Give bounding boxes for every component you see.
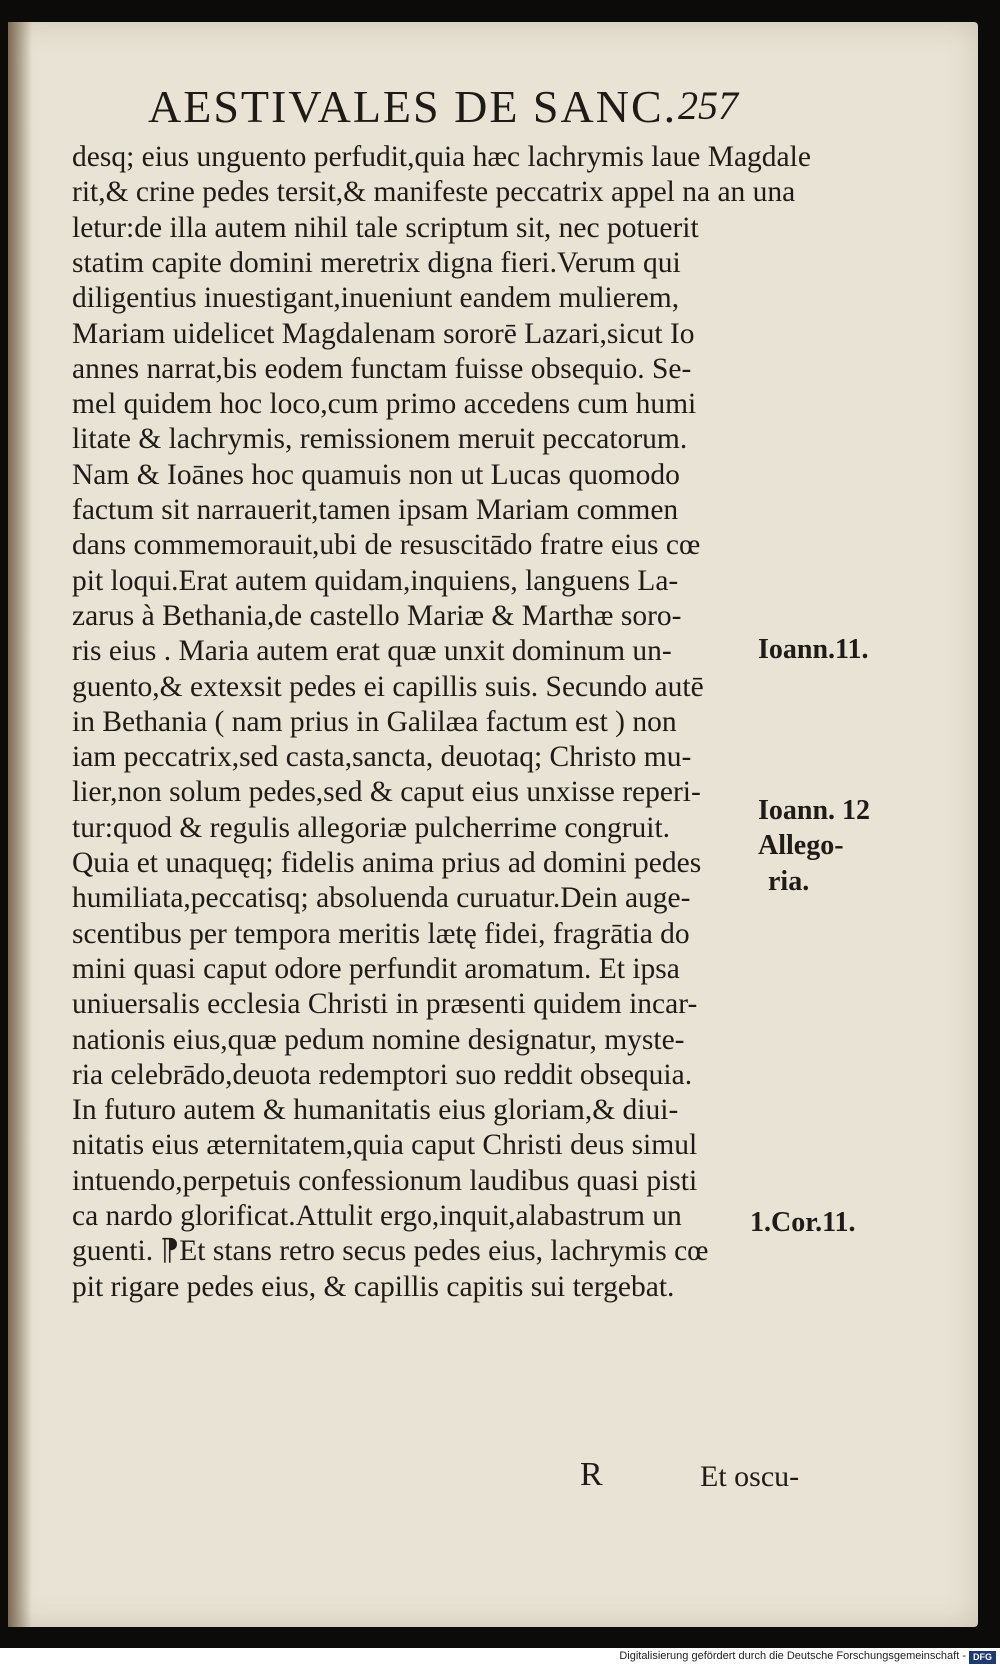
text-line: diligentius inuestigant,inueniunt eandem mulierem, [72, 282, 680, 315]
text-line: litate & lachrymis, remissionem meruit peccatorum. [72, 423, 688, 456]
margin-note-ioann-12: Ioann. 12 [758, 795, 871, 826]
text-line: nitatis eius æternitatem,quia caput Christi deus simul [72, 1129, 698, 1162]
text-line: intuendo,perpetuis confessionum laudibus quasi pisti [72, 1164, 698, 1197]
text-line: mel quidem hoc loco,cum primo accedens cum humi [72, 388, 697, 421]
page-number: 257 [678, 83, 738, 128]
footer-credit: Digitalisierung gefördert durch die Deutsche Forschungsgemeinschaft - [619, 1650, 966, 1662]
text-line: Quia et unaquęq; fidelis anima prius ad domini pedes [72, 847, 702, 879]
margin-note-allegoria: Allego- [758, 830, 844, 861]
text-line: pit loqui.Erat autem quidam,inquiens, languens La- [72, 564, 679, 597]
text-line: zarus à Bethania,de castello Mariæ & Marthæ soro- [72, 599, 682, 632]
margin-note-allegoria-cont: ria. [768, 866, 810, 897]
text-line: uniuersalis ecclesia Christi in præsenti quidem incar- [72, 988, 698, 1021]
text-line: statim capite domini meretrix digna fieri.Verum qui [72, 246, 681, 279]
footer-bar [0, 1648, 1000, 1668]
running-title: AESTIVALES DE SANC. [148, 81, 678, 132]
page-spine-shadow [8, 22, 32, 1627]
text-line: nationis eius,quæ pedum nomine designatur, myste- [72, 1023, 685, 1056]
signature-mark: R [580, 1456, 603, 1493]
text-line: ris eius . Maria autem erat quæ unxit dominum un- [72, 635, 672, 668]
text-line: factum sit narrauerit,tamen ipsam Mariam commen [72, 494, 679, 526]
text-line: lier,non solum pedes,sed & caput eius unxisse reperi- [72, 776, 701, 809]
catchword: Et oscu- [700, 1460, 800, 1493]
text-line: humiliata,peccatisq; absoluenda curuatur.Dein auge- [72, 882, 691, 915]
text-line: iam peccatrix,sed casta,sancta, deuotaq; Christo mu- [72, 741, 692, 774]
text-line: in Bethania ( nam prius in Galilæa factum est ) non [72, 705, 677, 738]
text-line: letur:de illa autem nihil tale scriptum sit, nec potuerit [72, 211, 699, 244]
text-line: guento,& extexsit pedes ei capillis suis. Secundo autē [72, 670, 704, 703]
text-line: rit,& crine pedes tersit,& manifeste peccatrix appel na an una [72, 176, 796, 209]
text-line: desq; eius unguento perfudit,quia hæc lachrymis laue Magdale [72, 141, 811, 173]
text-line: scentibus per tempora meritis lætę fidei, fragrātia do [72, 917, 690, 950]
text-line: dans commemorauit,ubi de resuscitādo fratre eius cœ [72, 529, 701, 562]
margin-note-1cor-11: 1.Cor.11. [750, 1207, 856, 1238]
text-line: Nam & Ioānes hoc quamuis non ut Lucas quomodo [72, 458, 680, 491]
text-line: mini quasi caput odore perfundit aromatum. Et ipsa [72, 952, 680, 985]
text-line: ria celebrādo,deuota redemptori suo reddit obsequia. [72, 1058, 693, 1091]
text-line: Mariam uidelicet Magdalenam sororē Lazari,sicut Io [72, 317, 695, 350]
margin-note-ioann-11: Ioann.11. [758, 634, 869, 665]
text-line: pit rigare pedes eius, & capillis capitis sui tergebat. [72, 1270, 675, 1303]
text-line: guenti. ⁋Et stans retro secus pedes eius, lachrymis cœ [72, 1235, 709, 1268]
text-line: tur:quod & regulis allegoriæ pulcherrime congruit. [72, 811, 671, 844]
text-line: ca nardo glorificat.Attulit ergo,inquit,alabastrum un [72, 1200, 682, 1232]
text-line: In futuro autem & humanitatis eius gloriam,& diui- [72, 1094, 679, 1127]
text-line: annes narrat,bis eodem functam fuisse obsequio. Se- [72, 352, 692, 385]
dfg-logo: DFG [969, 1651, 996, 1664]
